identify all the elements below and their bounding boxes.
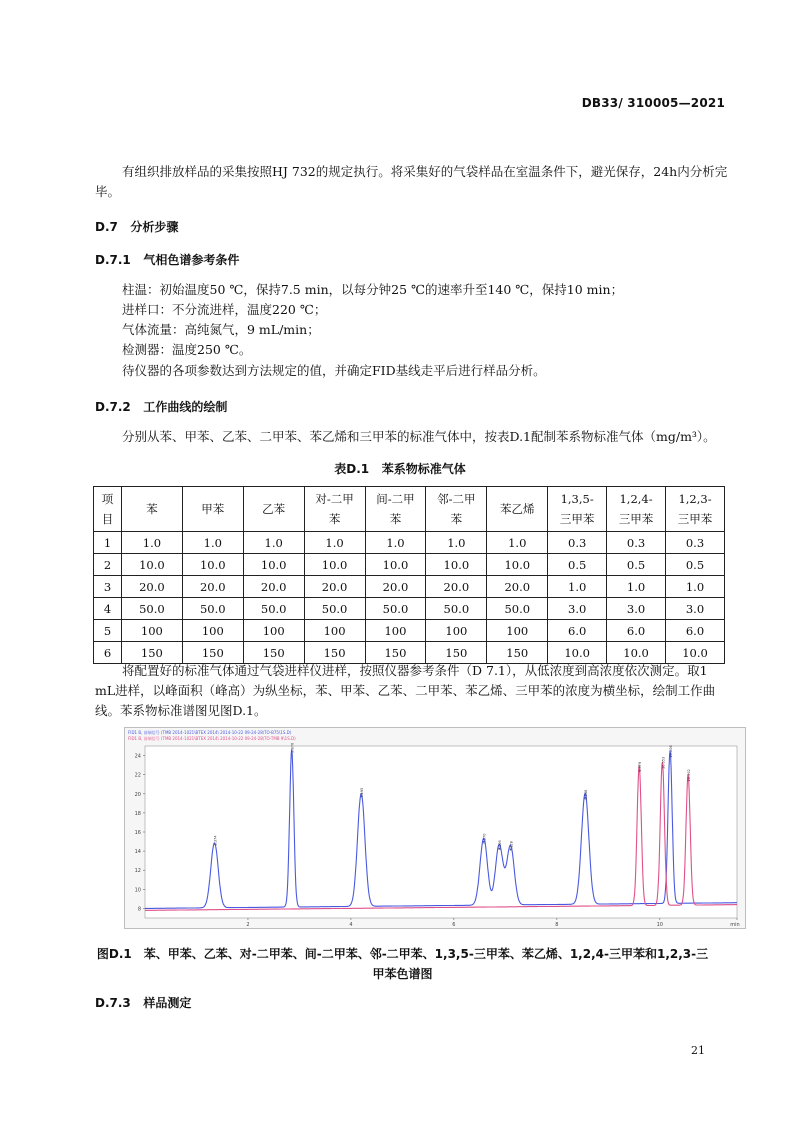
table-header-text: 苯	[389, 512, 402, 526]
table-header-text: 1,2,3-	[678, 492, 712, 506]
table-cell: 10.0	[607, 642, 666, 664]
intro-paragraph: 有组织排放样品的采集按照HJ 732的规定执行。将采集好的气袋样品在室温条件下，避光保存，24h内分析完毕。	[95, 164, 728, 199]
section-title: 样品测定	[143, 996, 192, 1010]
table-cell: 1.0	[666, 576, 725, 598]
peak-label: 4.195	[360, 787, 365, 798]
table-cell: 1.0	[304, 532, 365, 554]
section-d73-heading	[95, 994, 191, 1011]
table-cell: 6.0	[607, 620, 666, 642]
section-d71-heading	[95, 251, 239, 268]
section-d72-paragraph: 分别从苯、甲苯、乙苯、二甲苯、苯乙烯和三甲苯的标准气体中，按表D.1配制苯系物标准气体（mg/m³）。	[122, 429, 716, 444]
peak-label: 7.128	[509, 841, 514, 852]
table-cell: 20.0	[365, 576, 426, 598]
peak-label: 10.208	[669, 745, 674, 758]
table-header-row	[94, 487, 725, 532]
x-tick-label: 6	[452, 922, 456, 928]
table-row	[94, 554, 725, 576]
table-header-cell	[607, 487, 666, 532]
table-header-text: 乙苯	[262, 502, 286, 516]
table-cell: 0.5	[607, 554, 666, 576]
table-cell: 3.0	[548, 598, 607, 620]
y-tick-label: 20	[134, 791, 141, 798]
table-cell: 50.0	[304, 598, 365, 620]
table-cell: 150	[487, 642, 548, 664]
y-tick-label: 22	[134, 772, 141, 779]
table-cell: 1.0	[426, 532, 487, 554]
table-cell: 100	[182, 620, 243, 642]
table-cell: 10.0	[548, 642, 607, 664]
x-tick-label: 2	[246, 922, 250, 928]
peak-label: 6.570	[482, 833, 487, 844]
table-header-text: 苯乙烯	[499, 502, 535, 516]
condition-line: 检测器：温度250 ℃。	[122, 342, 252, 357]
condition-line: 柱温：初始温度50 ℃，保持7.5 min，以每分钟25 ℃的速率升至140 ℃，保持10 min；	[122, 282, 624, 297]
table-row	[94, 576, 725, 598]
table-cell: 10.0	[243, 554, 304, 576]
y-tick-label: 16	[134, 830, 141, 836]
table-header-text: 苯	[146, 502, 158, 516]
legend-entry: FID1 B, 前端信号 (TMB 2014-1021\BTEX 2014\ 2014-10-22 09-24-28\TO-B75\1S.D)	[128, 730, 292, 735]
table-cell: 6	[94, 642, 122, 664]
table-cell: 1.0	[365, 532, 426, 554]
y-tick-label: 12	[134, 868, 141, 875]
table-header-text: 1,3,5-	[560, 492, 594, 506]
table-cell: 5	[94, 620, 122, 642]
table-cell: 50.0	[182, 598, 243, 620]
table-cell: 1.0	[607, 576, 666, 598]
table-cell: 50.0	[487, 598, 548, 620]
table-cell: 3	[94, 576, 122, 598]
y-tick-label: 18	[134, 810, 141, 817]
section-d7-heading	[95, 218, 178, 235]
peak-label: 1.374	[213, 835, 218, 846]
peak-label: 2.876	[290, 742, 295, 753]
table-cell: 150	[243, 642, 304, 664]
section-number: D.7	[95, 220, 118, 234]
table-cell: 100	[365, 620, 426, 642]
table-header-cell	[666, 487, 725, 532]
table-header-text: 三甲苯	[618, 512, 654, 526]
table-header-text: 邻-二甲	[437, 492, 476, 506]
y-tick-label: 10	[134, 887, 141, 894]
table-cell: 50.0	[426, 598, 487, 620]
table-cell: 50.0	[365, 598, 426, 620]
table-cell: 6.0	[548, 620, 607, 642]
table-cell: 50.0	[121, 598, 182, 620]
table-cell: 1.0	[243, 532, 304, 554]
x-tick-label: 8	[555, 922, 559, 928]
table-cell: 0.3	[666, 532, 725, 554]
table-cell: 50.0	[243, 598, 304, 620]
table-header-cell	[304, 487, 365, 532]
table-cell: 10.0	[666, 642, 725, 664]
section-number: D.7.3	[95, 996, 131, 1010]
table-cell: 0.5	[548, 554, 607, 576]
table-cell: 10.0	[121, 554, 182, 576]
x-tick-label: 10	[656, 922, 663, 928]
table-cell: 10.0	[304, 554, 365, 576]
table-cell: 150	[426, 642, 487, 664]
table-caption-title: 苯系物标准气体	[381, 462, 466, 476]
table-header-text: 三甲苯	[677, 512, 713, 526]
table-cell: 10.0	[182, 554, 243, 576]
table-cell: 100	[243, 620, 304, 642]
table-header-text: 项	[101, 492, 114, 506]
table-header-cell	[182, 487, 243, 532]
condition-line: 待仪器的各项参数达到方法规定的值，并确定FID基线走平后进行样品分析。	[122, 363, 546, 378]
table-header-text: 对-二甲	[315, 492, 354, 506]
table-cell: 0.3	[607, 532, 666, 554]
table-cell: 1.0	[548, 576, 607, 598]
peak-label: 9.579	[638, 761, 643, 772]
section-number: D.7.2	[95, 400, 131, 414]
x-tick-label: min	[730, 922, 740, 928]
peak-label: 6.906	[498, 840, 503, 851]
section-title: 气相色谱参考条件	[143, 253, 240, 267]
peak-label: 10.562	[687, 769, 692, 782]
table-cell: 3.0	[666, 598, 725, 620]
table-header-text: 苯	[328, 512, 341, 526]
table-header-cell	[243, 487, 304, 532]
table-cell: 0.3	[548, 532, 607, 554]
table-cell: 4	[94, 598, 122, 620]
table-cell: 150	[182, 642, 243, 664]
table-cell: 150	[121, 642, 182, 664]
after-table-paragraph: 将配置好的标准气体通过气袋进样仪进样，按照仪器参考条件（D 7.1），从低浓度到高浓度依次测定。取1 mL进样，以峰面积（峰高）为纵坐标，苯、甲苯、乙苯、二甲苯、苯乙烯、三甲苯的浓度为横坐标，绘制工作曲线。苯系物标准谱图见图D.1。	[95, 663, 716, 718]
condition-line: 进样口：不分流进样，温度220 ℃；	[122, 302, 327, 317]
table-cell: 20.0	[426, 576, 487, 598]
section-d72-heading	[95, 398, 227, 415]
table-header-cell	[487, 487, 548, 532]
table-cell: 20.0	[304, 576, 365, 598]
document-number: DB33/ 310005—2021	[581, 96, 725, 110]
plot-area	[145, 746, 737, 918]
x-tick-label: 4	[349, 922, 353, 928]
table-header-cell	[94, 487, 122, 532]
table-header-text: 间-二甲	[376, 492, 415, 506]
table-cell: 100	[426, 620, 487, 642]
section-title: 分析步骤	[130, 220, 179, 234]
standard-gas-table	[93, 486, 725, 664]
page-number: 21	[691, 1044, 705, 1057]
table-header-cell	[365, 487, 426, 532]
table-header-text: 三甲苯	[559, 512, 595, 526]
table-caption	[0, 460, 800, 477]
table-cell: 150	[304, 642, 365, 664]
table-cell: 150	[365, 642, 426, 664]
table-cell: 1.0	[487, 532, 548, 554]
chromatogram-chart	[124, 727, 746, 929]
table-cell: 20.0	[487, 576, 548, 598]
legend-entry: FID1 B, 前端信号 (TMB 2014-1021\BTEX 2014\ 2014-10-22 09-24-28\TO-TMB 9\1S.D)	[128, 736, 296, 741]
chromatogram-svg	[125, 728, 745, 928]
y-tick-label: 14	[134, 849, 141, 856]
peak-label: 8.548	[584, 789, 589, 800]
section-title: 工作曲线的绘制	[143, 400, 228, 414]
peak-label: 10.053	[661, 756, 666, 770]
table-row	[94, 620, 725, 642]
table-cell: 10.0	[487, 554, 548, 576]
table-header-text: 苯	[450, 512, 463, 526]
table-cell: 20.0	[182, 576, 243, 598]
table-cell: 100	[487, 620, 548, 642]
condition-line: 气体流量：高纯氮气，9 mL/min；	[122, 322, 320, 337]
table-cell: 3.0	[607, 598, 666, 620]
table-cell: 0.5	[666, 554, 725, 576]
table-header-text: 目	[101, 512, 114, 526]
table-cell: 2	[94, 554, 122, 576]
table-header-cell	[121, 487, 182, 532]
table-cell: 10.0	[426, 554, 487, 576]
table-caption-number: 表D.1	[334, 462, 370, 476]
table-header-cell	[426, 487, 487, 532]
section-number: D.7.1	[95, 253, 131, 267]
table-row	[94, 598, 725, 620]
table-cell: 100	[121, 620, 182, 642]
table-cell: 1.0	[182, 532, 243, 554]
table-cell: 100	[304, 620, 365, 642]
table-header-text: 1,2,4-	[619, 492, 653, 506]
y-tick-label: 8	[137, 906, 141, 913]
figure-caption: 图D.1 苯、甲苯、乙苯、对-二甲苯、间-二甲苯、邻-二甲苯、1,3,5-三甲苯、苯乙烯、1,2,4-三甲苯和1,2,3-三甲苯色谱图	[96, 947, 709, 981]
table-cell: 6.0	[666, 620, 725, 642]
table-cell: 10.0	[365, 554, 426, 576]
table-cell: 1	[94, 532, 122, 554]
table-header-text: 甲苯	[201, 502, 225, 516]
table-header-cell	[548, 487, 607, 532]
y-tick-label: 24	[134, 753, 141, 760]
table-cell: 20.0	[121, 576, 182, 598]
table-row	[94, 532, 725, 554]
table-cell: 20.0	[243, 576, 304, 598]
table-cell: 1.0	[121, 532, 182, 554]
